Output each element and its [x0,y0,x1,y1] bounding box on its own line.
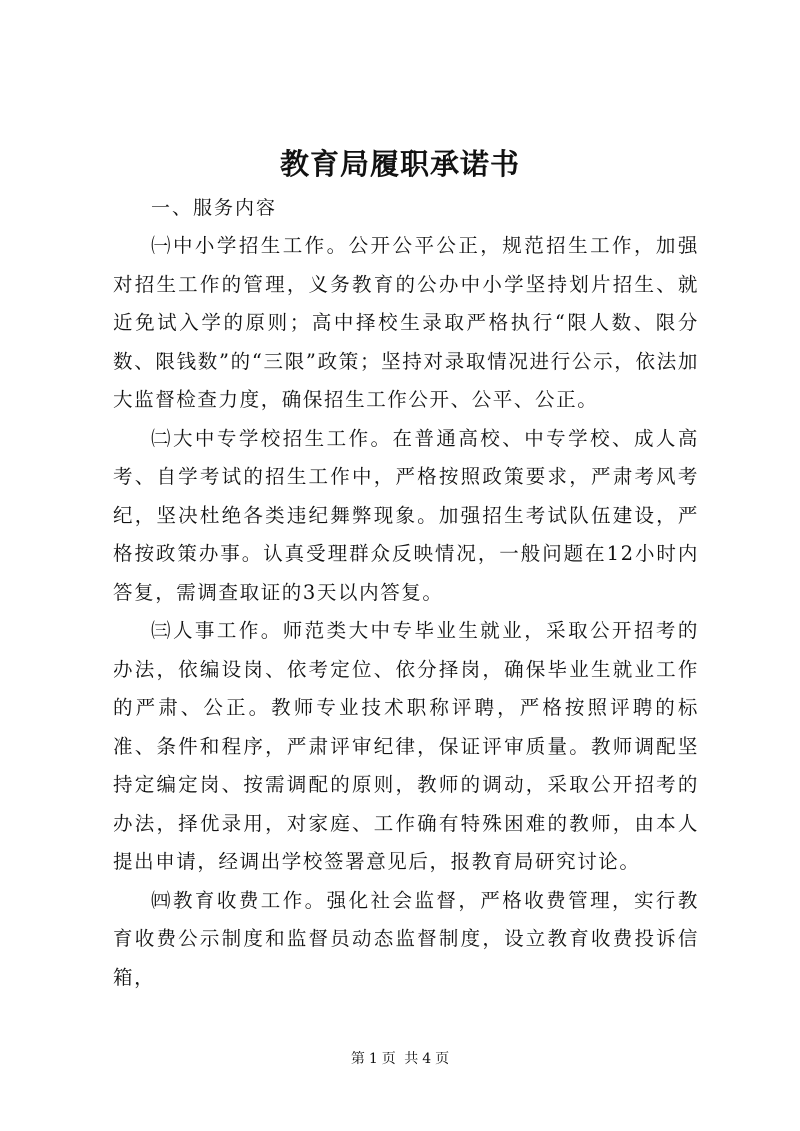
paragraph-enrollment-colleges: ㈡大中专学校招生工作。在普通高校、中专学校、成人高考、自学考试的招生工作中，严格按照政策要求，严肃考风考纪，坚决杜绝各类违纪舞弊现象。加强招生考试队伍建设，严格按政策办事。认真受理群众反映情况，一般问题在12小时内答复，需调查取证的3天以内答复。 [113,426,699,604]
section-heading: 一、服务内容 [151,197,278,219]
page-footer [0,1049,800,1069]
paragraph-personnel: ㈢人事工作。师范类大中专毕业生就业，采取公开招考的办法，依编设岗、依考定位、依分择岗，确保毕业生就业工作的严肃、公正。教师专业技术职称评聘，严格按照评聘的标准、条件和程序，严肃评审纪律，保证评审质量。教师调配坚持定编定岗、按需调配的原则，教师的调动，采取公开招考的办法，择优录用，对家庭、工作确有特殊困难的教师，由本人提出申请，经调出学校签署意见后，报教育局研究讨论。 [113,619,699,873]
total-label: 共 [404,1051,419,1067]
paragraph-enrollment-primary-secondary: ㈠中小学招生工作。公开公平公正，规范招生工作，加强对招生工作的管理，义务教育的公办中小学坚持划片招生、就近免试入学的原则；高中择校生录取严格执行“限人数、限分数、限钱数”的“三限”政策；坚持对录取情况进行公示，依法加大监督检查力度，确保招生工作公开、公平、公正。 [113,234,699,411]
total-suffix: 页 [435,1051,450,1067]
paragraph-fees: ㈣教育收费工作。强化社会监督，严格收费管理，实行教育收费公示制度和监督员动态监督制度，设立教育收费投诉信箱， [113,888,699,989]
page-suffix: 页 [381,1051,396,1067]
current-page-number: 1 [368,1051,378,1067]
total-pages-number: 4 [422,1051,432,1067]
document-title: 教育局履职承诺书 [279,147,520,181]
page-label: 第 [350,1051,365,1067]
document-body [113,190,699,997]
